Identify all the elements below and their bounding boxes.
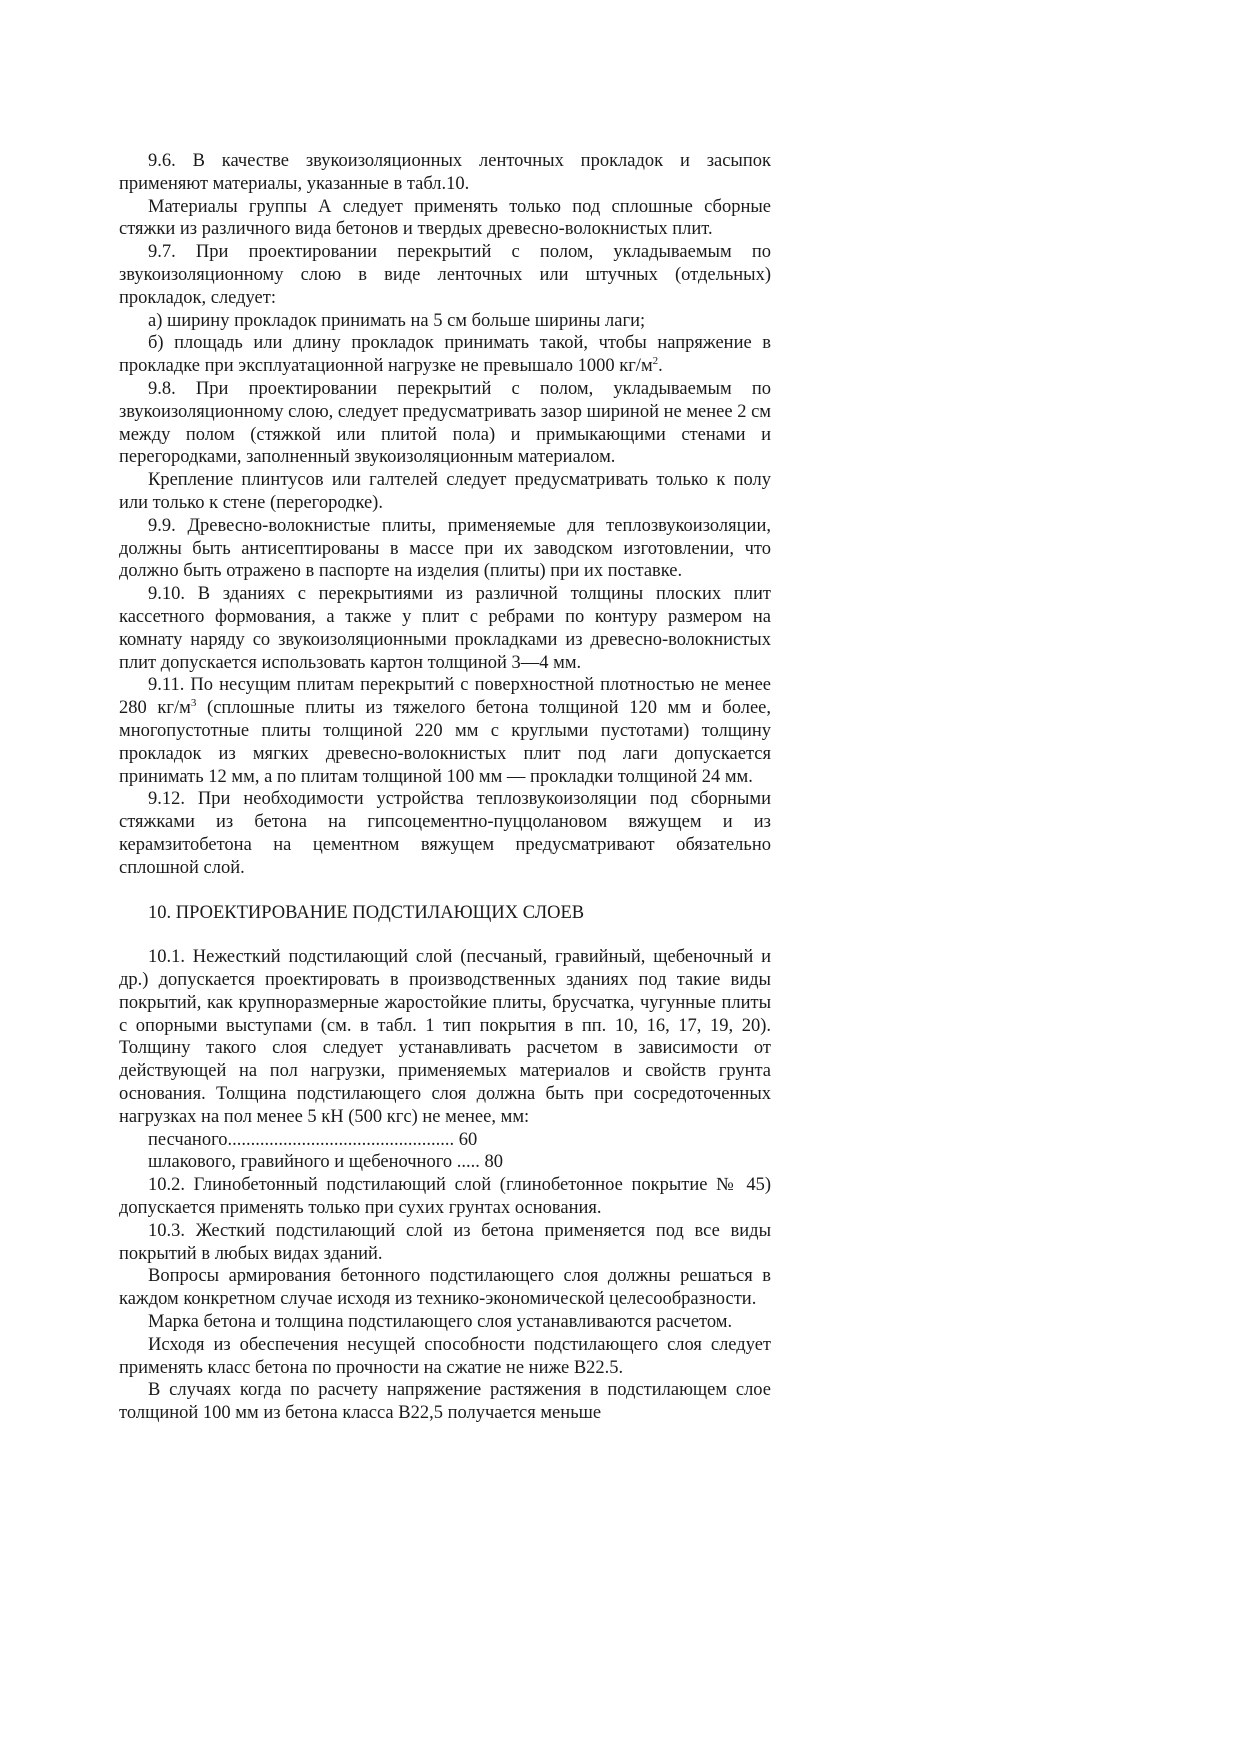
- paragraph-9-7-a: а) ширину прокладок принимать на 5 см больше ширины лаги;: [148, 310, 646, 331]
- paragraph-9-6-materials-a: Материалы группы А следует применять только под сплошные сборные стяжки из различного вида бетонов и твердых древесно-волокнистых плит.: [119, 196, 771, 240]
- thickness-slag-gravel: шлакового, гравийного и щебеночного ..... 80: [148, 1152, 503, 1173]
- paragraph-10-3-concrete-grade: Марка бетона и толщина подстилающего слоя устанавливаются расчетом.: [148, 1312, 733, 1333]
- paragraph-9-11: [119, 674, 771, 788]
- paragraph-10-1: 10.1. Нежесткий подстилающий слой (песчаный, гравийный, щебеночный и др.) допускается проектировать в производственных зданиях под такие виды покрытий, как крупноразмерные жаростойкие плиты, брусчатка, чугунные плиты с опорными выступами (см. в табл. 1 тип покрытия в пп. 10, 16, 17, 19, 20). Толщину такого слоя следует устанавливать расчетом в зависимости от действующей на пол нагрузки, применяемых материалов и свойств грунта основания. Толщина подстилающего слоя должна быть при сосредоточенных нагрузках на пол менее 5 кН (500 кгс) не менее, мм:: [119, 947, 771, 1127]
- section-heading-10: 10. ПРОЕКТИРОВАНИЕ ПОДСТИЛАЮЩИХ СЛОЕВ: [148, 902, 585, 923]
- paragraph-9-7-b: [119, 332, 771, 378]
- paragraph-9-6: 9.6. В качестве звукоизоляционных ленточных прокладок и засыпок применяют материалы, указанные в табл.10.: [119, 151, 771, 194]
- thickness-sand: песчаного................................................. 60: [148, 1129, 478, 1150]
- paragraph-10-3-reinforcement: Вопросы армирования бетонного подстилающего слоя должны решаться в каждом конкретном случае исходя из технико-экономической целесообразности.: [119, 1266, 771, 1310]
- document-page: [119, 150, 771, 1425]
- superscript-2: 2: [652, 355, 659, 368]
- paragraph-9-9: 9.9. Древесно-волокнистые плиты, применяемые для теплозвукоизоляции, должны быть антисептированы в массе при их заводском изготовлении, что должно быть отражено в паспорте на изделия (плиты) при их поставке.: [119, 515, 771, 582]
- paragraph-9-11-text: 9.11. По несущим плитам перекрытий с поверхностной плотностью не менее 280 кг/м: [119, 675, 771, 719]
- paragraph-10-3: 10.3. Жесткий подстилающий слой из бетона применяется под все виды покрытий в любых видах зданий.: [119, 1220, 771, 1264]
- paragraph-10-3-concrete-class: Исходя из обеспечения несущей способности подстилающего слоя следует применять класс бетона по прочности на сжатие не ниже В22.5.: [119, 1334, 771, 1378]
- superscript-3: 3: [190, 696, 197, 709]
- paragraph-10-3-tension: В случаях когда по расчету напряжение растяжения в подстилающем слое толщиной 100 мм из бетона класса В22,5 получается меньше: [119, 1380, 771, 1424]
- paragraph-9-10: 9.10. В зданиях с перекрытиями из различной толщины плоских плит кассетного формования, а также у плит с ребрами по контуру размером на комнату наряду со звукоизоляционными прокладками из древесно-волокнистых плит допускается использовать картон толщиной 3—4 мм.: [119, 584, 771, 673]
- paragraph-9-7-b-end: .: [658, 356, 663, 377]
- paragraph-9-11-rest: (сплошные плиты из тяжелого бетона толщиной 120 мм и более, многопустотные плиты толщиной 220 мм с круглыми пустотами) толщину прокладок из мягких древесно-волокнистых плит под лаги допускается принимать 12 мм, а по плитам толщиной 100 мм — прокладки толщиной 24 мм.: [119, 698, 771, 787]
- paragraph-9-8-fastening: Крепление плинтусов или галтелей следует предусматривать только к полу или только к стене (перегородке).: [119, 470, 771, 513]
- paragraph-10-2: 10.2. Глинобетонный подстилающий слой (глинобетонное покрытие № 45) допускается применять только при сухих грунтах основания.: [119, 1175, 771, 1219]
- paragraph-9-7: 9.7. При проектировании перекрытий с полом, укладываемым по звукоизоляционному слою в виде ленточных или штучных (отдельных) прокладок, следует:: [119, 242, 771, 308]
- paragraph-9-12: 9.12. При необходимости устройства теплозвукоизоляции под сборными стяжками из бетона на гипсоцементно-пуццолановом вяжущем и из керамзитобетона на цементном вяжущем предусматривают обязательно сплошной слой.: [119, 789, 771, 878]
- paragraph-9-8: 9.8. При проектировании перекрытий с полом, укладываемым по звукоизоляционному слою, следует предусматривать зазор шириной не менее 2 см между полом (стяжкой или плитой пола) и примыкающими стенами и перегородками, заполненный звукоизоляционным материалом.: [119, 378, 771, 468]
- paragraph-9-7-b-text: б) площадь или длину прокладок принимать такой, чтобы напряжение в прокладке при эксплуатационной нагрузке не превышало 1000 кг/м: [119, 333, 771, 377]
